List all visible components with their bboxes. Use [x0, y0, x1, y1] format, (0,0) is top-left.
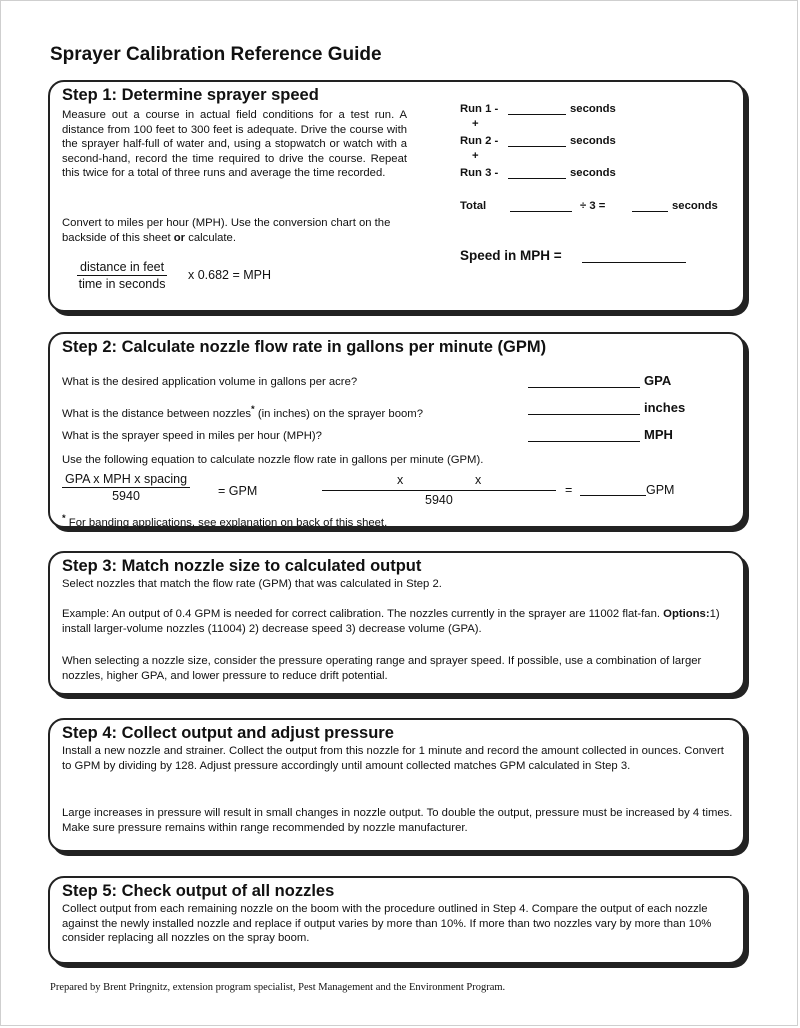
- run1-label: Run 1 -: [460, 103, 499, 115]
- worksheet-denominator: 5940: [425, 493, 453, 507]
- mph-formula-numerator: distance in feet: [77, 260, 167, 276]
- step3-intro: Select nozzles that match the flow rate (GPM) that was calculated in Step 2.: [62, 578, 442, 590]
- mph-formula-denominator: time in seconds: [78, 277, 166, 291]
- q-application-volume: What is the desired application volume in gallons per acre?: [62, 376, 358, 388]
- banding-note-text: For banding applications, see explanation on back of this sheet.: [65, 516, 388, 529]
- gpa-field[interactable]: [528, 377, 640, 388]
- run2-label: Run 2 -: [460, 135, 499, 147]
- step3-example-after: 1) install larger-volume nozzles (11004) 2) decrease speed 3) decrease volume (GPA).: [62, 608, 720, 635]
- banding-asterisk: *: [62, 512, 66, 523]
- step1-intro: Measure out a course in actual field conditions for a test run. A distance from 100 feet to 300 feet is adequate. Drive the course with the sprayer half-full of water and, using a stopwatch or watch with a second-hand, record the time required to drive the course. Repeat this twice for a total of three runs and average the time recorded.: [62, 109, 407, 179]
- q-nozzle-spacing-after: (in inches) on the sprayer boom?: [254, 407, 423, 420]
- step5-procedure: Collect output from each remaining nozzle on the boom with the procedure outlined in Step 4. Compare the output of each nozzle against the newly installed nozzle and replace if output varies by more than 10%. If more than two nozzles vary by more than 10% consider replacing all nozzles on the spray boom.: [62, 903, 712, 944]
- footer-credit: Prepared by Brent Pringnitz, extension program specialist, Pest Management and the Environment Program.: [50, 982, 506, 993]
- gpm-result-field[interactable]: [580, 485, 646, 496]
- inches-field[interactable]: [528, 404, 640, 415]
- total-label: Total: [460, 200, 487, 212]
- run1-field[interactable]: [508, 104, 566, 115]
- mph-formula-tail: x 0.682 = MPH: [188, 268, 272, 282]
- divide-by-three: ÷ 3 =: [580, 200, 606, 212]
- inches-unit: inches: [644, 400, 686, 415]
- step4-box: [48, 718, 745, 852]
- step4-procedure: Install a new nozzle and strainer. Collect the output from this nozzle for 1 minute and record the amount collected in ounces. Convert to GPM by dividing by 128. Adjust pressure accordingly until amount collected matches GPM calculated in Step 3.: [62, 745, 724, 772]
- gpm-equation-numerator: GPA x MPH x spacing: [62, 472, 190, 488]
- gpm-equation-fraction: [62, 472, 190, 503]
- banding-note: [62, 511, 387, 530]
- gpa-unit: GPA: [644, 373, 672, 388]
- step2-heading: Step 2: Calculate nozzle flow rate in gallons per minute (GPM): [62, 338, 547, 356]
- run2-seconds: seconds: [570, 135, 616, 147]
- step1-heading: Step 1: Determine sprayer speed: [62, 86, 319, 104]
- run2-field[interactable]: [508, 136, 566, 147]
- step1-convert: [62, 216, 412, 245]
- step2-box: [48, 332, 745, 528]
- mph-unit: MPH: [644, 427, 673, 442]
- step3-heading: Step 3: Match nozzle size to calculated output: [62, 557, 422, 575]
- run3-seconds: seconds: [570, 167, 616, 179]
- worksheet-x1: x: [397, 473, 404, 487]
- worksheet-x2: x: [475, 473, 482, 487]
- mph-formula-fraction: [77, 260, 167, 291]
- run3-label: Run 3 -: [460, 167, 499, 179]
- q-sprayer-speed: What is the sprayer speed in miles per hour (MPH)?: [62, 430, 322, 442]
- worksheet-equals: =: [565, 483, 573, 497]
- step3-options-label: Options:: [663, 608, 710, 620]
- plus-sign-1: +: [472, 118, 479, 130]
- step4-heading: Step 4: Collect output and adjust pressure: [62, 724, 394, 742]
- total-field[interactable]: [510, 201, 572, 212]
- step3-box: [48, 551, 745, 695]
- step3-selection-advice: When selecting a nozzle size, consider the pressure operating range and sprayer speed. If possible, use a combination of larger nozzles, higher GPA, and lower pressure to reduce drift potential.: [62, 655, 702, 682]
- average-field[interactable]: [632, 201, 668, 212]
- mph-field[interactable]: [528, 431, 640, 442]
- speed-mph-field[interactable]: [582, 252, 686, 263]
- equation-intro: Use the following equation to calculate nozzle flow rate in gallons per minute (GPM).: [62, 454, 484, 466]
- speed-mph-label: Speed in MPH =: [460, 248, 562, 263]
- q-nozzle-spacing: [62, 402, 423, 421]
- q-nozzle-spacing-before: What is the distance between nozzles: [62, 407, 252, 420]
- worksheet-gpm-unit: GPM: [646, 483, 675, 497]
- gpm-equation-denominator: 5940: [112, 489, 140, 503]
- step1-box: [48, 80, 745, 312]
- run3-field[interactable]: [508, 168, 566, 179]
- gpm-equation-result: = GPM: [218, 484, 258, 498]
- gpm-worksheet-line: [322, 490, 556, 491]
- spacing-asterisk: *: [251, 403, 255, 414]
- step5-box: [48, 876, 745, 964]
- step1-convert-before: Convert to miles per hour (MPH). Use the conversion chart on the backside of this sheet: [62, 217, 391, 244]
- step3-example: [62, 607, 732, 636]
- plus-sign-2: +: [472, 150, 479, 162]
- run1-seconds: seconds: [570, 103, 616, 115]
- step4-pressure-note: Large increases in pressure will result in small changes in nozzle output. To double the output, pressure must be increased by 4 times. Make sure pressure remains within range recommended by nozzle manufacturer.: [62, 807, 733, 834]
- step5-heading: Step 5: Check output of all nozzles: [62, 882, 335, 900]
- step1-convert-after: calculate.: [185, 231, 236, 244]
- page-title: Sprayer Calibration Reference Guide: [50, 44, 382, 65]
- average-seconds: seconds: [672, 200, 718, 212]
- step3-example-before: Example: An output of 0.4 GPM is needed for correct calibration. The nozzles currently in the sprayer are 11002 flat-fan.: [62, 608, 664, 620]
- step1-convert-or: or: [173, 231, 186, 244]
